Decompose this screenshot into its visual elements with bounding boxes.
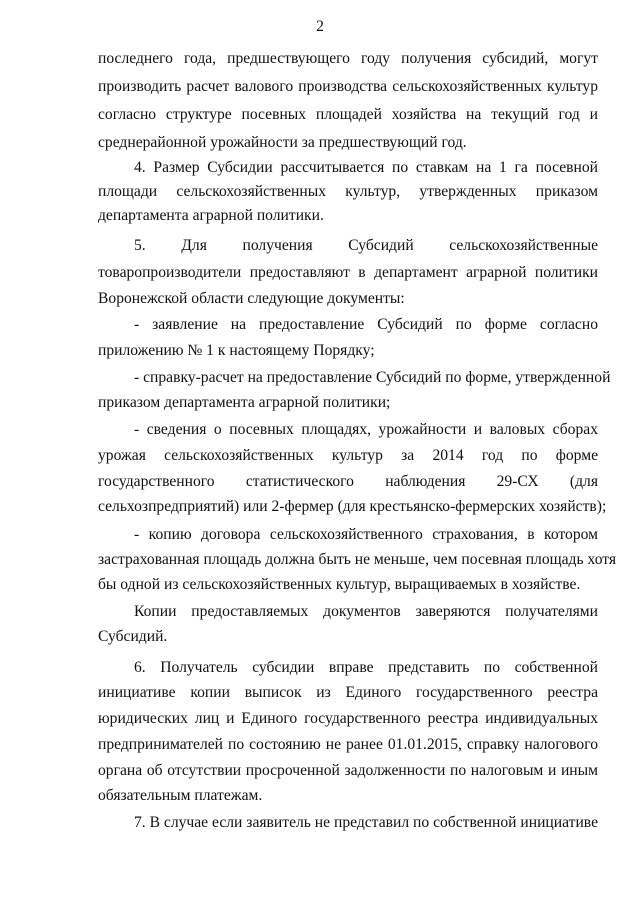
text-line: согласно структуре посевных площадей хозяйства на текущий год и xyxy=(98,106,598,123)
text-line: приложению № 1 к настоящему Порядку; xyxy=(98,342,375,359)
text-line: 7. В случае если заявитель не представил по собственной инициативе xyxy=(134,814,598,831)
text-line: последнего года, предшествующего году получения субсидий, могут xyxy=(98,50,598,67)
text-line: юридических лиц и Единого государственного реестра индивидуальных xyxy=(98,710,598,727)
text-line: - заявление на предоставление Субсидий по форме согласно xyxy=(134,316,598,333)
text-line: инициативе копии выписок из Единого государственного реестра xyxy=(98,684,598,701)
text-line: сельхозпредприятий) или 2-фермер (для крестьянско-фермерских хозяйств); xyxy=(98,498,607,515)
text-line: товаропроизводители предоставляют в департамент аграрной политики xyxy=(98,264,598,281)
page-number: 2 xyxy=(316,18,324,35)
text-line: - справку-расчет на предоставление Субсидий по форме, утвержденной xyxy=(134,369,611,386)
text-line: 6. Получатель субсидии вправе представить по собственной xyxy=(134,659,598,676)
text-line: государственного статистического наблюдения 29-СХ (для xyxy=(98,473,598,490)
text-line: площади сельскохозяйственных культур, утвержденных приказом xyxy=(98,183,598,200)
text-line: Субсидий. xyxy=(98,628,168,645)
text-line: предпринимателей по состоянию не ранее 01.01.2015, справку налогового xyxy=(98,736,598,753)
text-line: 4. Размер Субсидии рассчитывается по ставкам на 1 га посевной xyxy=(134,159,598,176)
text-line: департамента аграрной политики. xyxy=(98,207,324,224)
text-line: приказом департамента аграрной политики; xyxy=(98,394,391,411)
text-line: среднерайонной урожайности за предшествующий год. xyxy=(98,134,467,151)
text-line: застрахованная площадь должна быть не меньше, чем посевная площадь хотя xyxy=(98,551,617,568)
text-line: - сведения о посевных площадях, урожайности и валовых сборах xyxy=(134,421,598,438)
text-line: обязательным платежам. xyxy=(98,787,263,804)
text-line: Воронежской области следующие документы: xyxy=(98,290,405,307)
text-line: - копию договора сельскохозяйственного страхования, в котором xyxy=(134,526,598,543)
text-line: урожая сельскохозяйственных культур за 2014 год по форме xyxy=(98,447,598,464)
text-line: Копии предоставляемых документов заверяются получателями xyxy=(134,603,598,620)
text-line: органа об отсутствии просроченной задолженности по налоговым и иным xyxy=(98,762,598,779)
text-line: бы одной из сельскохозяйственных культур, выращиваемых в хозяйстве. xyxy=(98,576,581,593)
text-line: 5. Для получения Субсидий сельскохозяйственные xyxy=(134,237,598,254)
text-line: производить расчет валового производства сельскохозяйственных культур xyxy=(98,78,598,95)
